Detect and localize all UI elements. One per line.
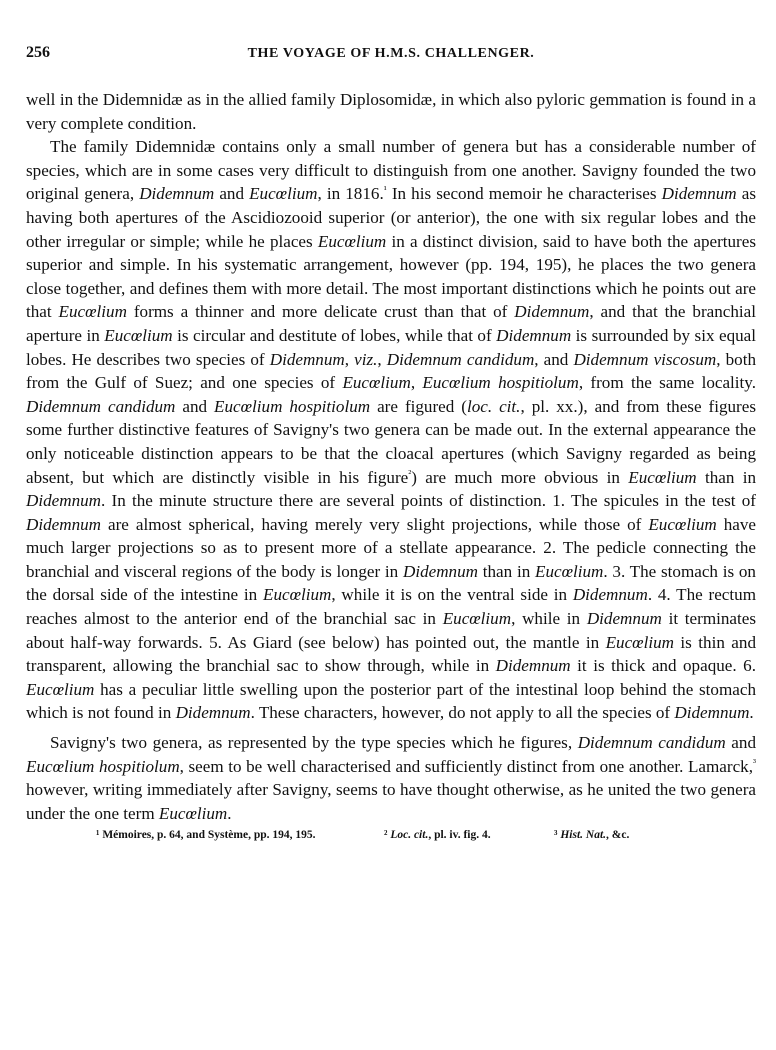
footnote-1: ¹ Mémoires, p. 64, and Système, pp. 194, 195. (96, 829, 316, 842)
paragraph-1: well in the Didemnidæ as in the allied family Diplosomidæ, in which also pyloric gemmation is found in a very complete condition. (26, 90, 756, 133)
footnote-2: ² Loc. cit., pl. iv. fig. 4. (384, 829, 491, 842)
page-header (26, 32, 756, 64)
footnote-3: ³ Hist. Nat., &c. (554, 829, 630, 842)
footnotes (26, 829, 756, 849)
page-number: 256 (26, 44, 50, 61)
document-page (26, 32, 756, 849)
paragraph-3: Savigny's two genera, as represented by the type species which he figures, Didemnum candidum and Eucœlium hospitiolum, seem to be well characterised and sufficiently distinct from one another. Lamarck,$^{^3}$ however, writing immediately after Savigny, seems to have thought otherwise, as he united the two genera under the one term Eucœlium. (26, 733, 756, 823)
paragraph-2: The family Didemnidæ contains only a small number of genera but has a considerable number of species, which are in some cases very difficult to distinguish from one another. Savigny founded the two original genera, Didemnum and Eucœlium, in 1816.$^{^1}$ In his second memoir he characterises Didemnum as having both apertures of the Ascidiozooid superior (or anterior), the one with six regular lobes and the other irregular or simple; while he places Eucœlium in a distinct division, said to have both the apertures superior and simple. In his systematic arrangement, however (pp. 194, 195), he places the two genera close together, and defines them with more detail. The most important distinctions which he points out are that Eucœlium forms a thinner and more delicate crust than that of Didemnum, and that the branchial aperture in Eucœlium is circular and destitute of lobes, while that of Didemnum is surrounded by six equal lobes. He describes two species of Didemnum, viz., Didemnum candidum, and Didemnum viscosum, both from the Gulf of Suez; and one species of Eucœlium, Eucœlium hospitiolum, from the same locality. Didemnum candidum and Eucœlium hospitiolum are figured (loc. cit., pl. xx.), and from these figures some further distinctive features of Savigny's two genera can be made out. In the external appearance the only noticeable distinction appears to be that the cloacal apertures (which Savigny regarded as being absent, but which are distinctly visible in his figure$^{^2}$) are much more obvious in Eucœlium than in Didemnum. In the minute structure there are several points of distinction. 1. The spicules in the test of Didemnum are almost spherical, having merely very slight projections, while those of Eucœlium have much larger projections so as to present more of a stellate appearance. 2. The pedicle connecting the branchial and visceral regions of the body is longer in Didemnum than in Eucœlium. 3. The stomach is on the dorsal side of the intestine in Eucœlium, while it is on the ventral side in Didemnum. 4. The rectum reaches almost to the anterior end of the branchial sac in Eucœlium, while in Didemnum it terminates about half-way forwards. 5. As Giard (see below) has pointed out, the mantle in Eucœlium is thin and transparent, allowing the branchial sac to show through, while in Didemnum it is thick and opaque. 6. Eucœlium has a peculiar little swelling upon the posterior part of the intestinal loop behind the stomach which is not found in Didemnum. These characters, however, do not apply to all the species of Didemnum. (26, 137, 757, 723)
running-title: THE VOYAGE OF H.M.S. CHALLENGER. (247, 46, 535, 61)
body-text (26, 88, 756, 825)
